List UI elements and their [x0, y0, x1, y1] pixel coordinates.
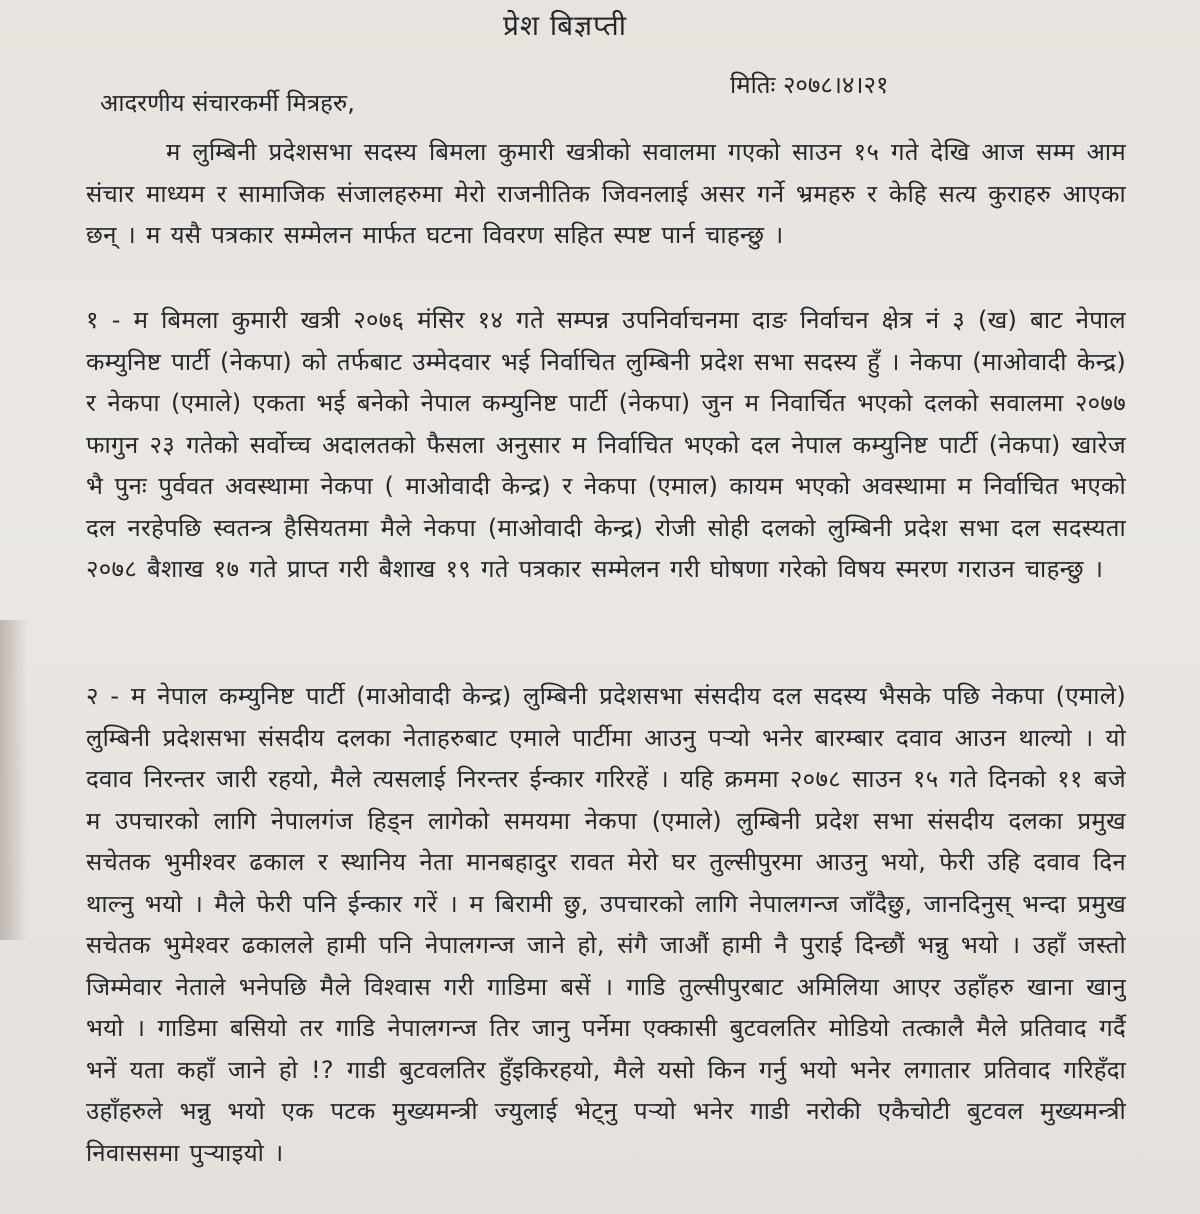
page-shadow — [0, 620, 28, 940]
document-date: मितिः २०७८।४।२१ — [730, 71, 889, 99]
paragraph-2: २ - म नेपाल कम्युनिष्ट पार्टी (माओवादी केन्द्र) लुम्बिनी प्रदेशसभा संसदीय दल सदस्य भैसके पछि नेकपा (एमाले) लुम्बिनी प्रदेशसभा संसदीय दलका नेताहरुबाट एमाले पार्टीमा आउनु पऱ्यो भनेर बारम्बार दवाव आउन थाल्यो । यो दवाव निरन्तर जारी रहयो, मैले त्यसलाई निरन्तर ईन्कार गरिरहें । यहि क्रममा २०७८ साउन १५ गते दिनको ११ बजे म उपचारको लागि नेपालगंज हिड्न लागेको समयमा नेकपा (एमाले) लुम्बिनी प्रदेश सभा संसदीय दलका प्रमुख सचेतक भुमीश्वर ढकाल र स्थानिय नेता मानबहादुर रावत मेरो घर तुल्सीपुरमा आउनु भयो, फेरी उहि दवाव दिन थाल्नु भयो । मैले फेरी पनि ईन्कार गरें । म बिरामी छु, उपचारको लागि नेपालगन्ज जाँदैछु, जानदिनुस् भन्दा प्रमुख सचेतक भुमेश्वर ढकालले हामी पनि नेपालगन्ज जाने हो, संगै जाऔं हामी नै पुराई दिन्छौं भन्नु भयो । उहाँ जस्तो जिम्मेवार नेताले भनेपछि मैले विश्वास गरी गाडिमा बसें । गाडि तुल्सीपुरबाट अमिलिया आएर उहाँहरु खाना खानु भयो । गाडिमा बसियो तर गाडि नेपालगन्ज तिर जानु पर्नेमा एक्कासी बुटवलतिर मोडियो तत्कालै मैले प्रतिवाद गर्दै भनें यता कहाँ जाने हो !? गाडी बुटवलतिर हुँइकिरहयो, मैले यसो किन गर्नु भयो भनेर लगातार प्रतिवाद गरिहँदा उहाँहरुले भन्नु भयो एक पटक मुख्यमन्त्री ज्युलाई भेट्नु पऱ्यो भनेर गाडी नरोकी एकैचोटी बुटवल मुख्यमन्त्री निवाससमा पुऱ्याइयो । — [86, 682, 1126, 1167]
greeting: आदरणीय संचारकर्मी मित्रहरु, — [100, 89, 355, 117]
intro-paragraph: म लुम्बिनी प्रदेशसभा सदस्य बिमला कुमारी खत्रीको सवालमा गएको साउन १५ गते देखि आज सम्म आम संचार माध्यम र सामाजिक संजालहरुमा मेरो राजनीतिक जिवनलाई असर गर्ने भ्रमहरु र केहि सत्य कुराहरु आएका छन् । म यसै पत्रकार सम्मेलन मार्फत घटना विवरण सहित स्पष्ट पार्न चाहन्छु । — [86, 138, 1126, 249]
paragraph-1: १ - म बिमला कुमारी खत्री २०७६ मंसिर १४ गते सम्पन्न उपनिर्वाचनमा दाङ निर्वाचन क्षेत्र नं ३ (ख) बाट नेपाल कम्युनिष्ट पार्टी (नेकपा) को तर्फबाट उम्मेदवार भई निर्वाचित लुम्बिनी प्रदेश सभा सदस्य हुँ । नेकपा (माओवादी केन्द्र) र नेकपा (एमाले) एकता भई बनेको नेपाल कम्युनिष्ट पार्टी (नेकपा) जुन म निवार्चित भएको दलको सवालमा २०७७ फागुन २३ गतेको सर्वोच्च अदालतको फैसला अनुसार म निर्वाचित भएको दल नेपाल कम्युनिष्ट पार्टी (नेकपा) खारेज भै पुनः पुर्ववत अवस्थामा नेकपा ( माओवादी केन्द्र) र नेकपा (एमाल) कायम भएको अवस्थामा म निर्वाचित भएको दल नरहेपछि स्वतन्त्र हैसियतमा मैले नेकपा (माओवादी केन्द्र) रोजी सोही दलको लुम्बिनी प्रदेश सभा दल सदस्यता २०७८ बैशाख १७ गते प्राप्त गरी बैशाख १९ गते पत्रकार सम्मेलन गरी घोषणा गरेको विषय स्मरण गराउन चाहन्छु । — [86, 306, 1126, 583]
document-title: प्रेश बिज्ञप्ती — [503, 9, 627, 42]
